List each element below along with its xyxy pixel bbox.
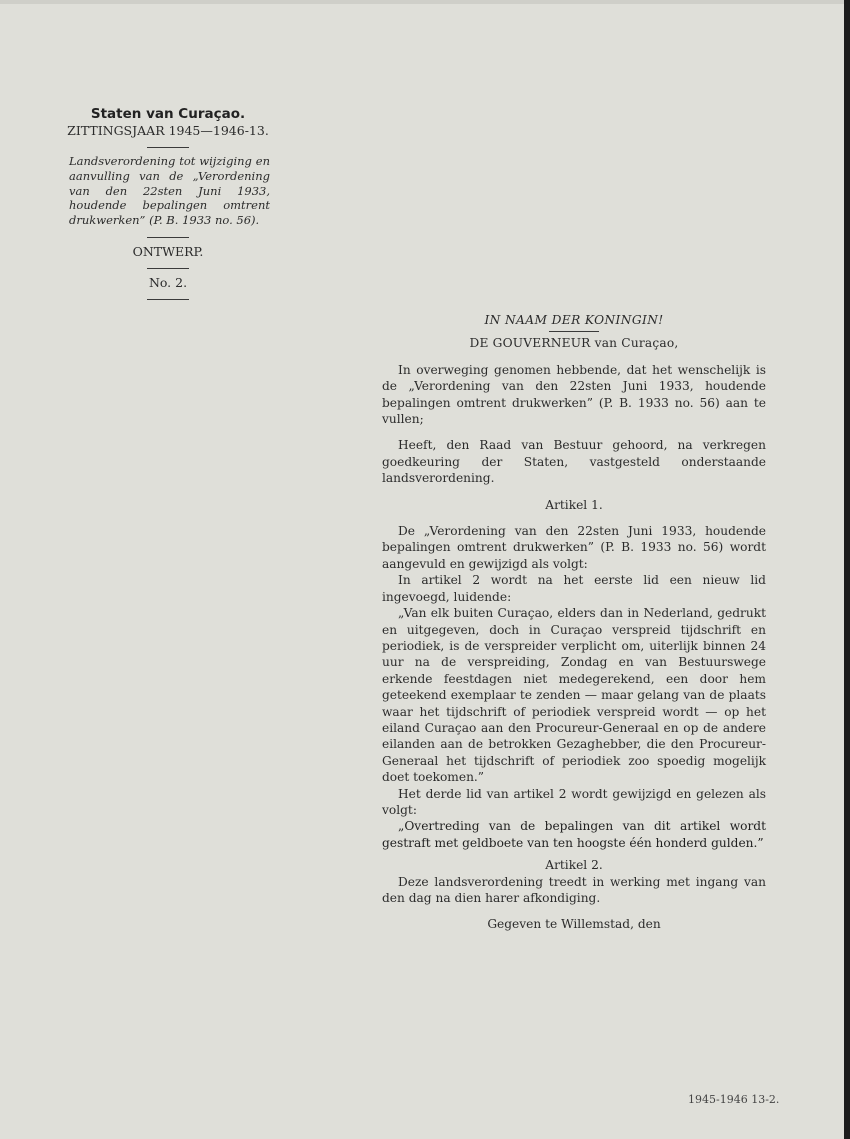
royal-heading: IN NAAM DER KONINGIN!	[484, 313, 664, 327]
parliament-title: Staten van Curaçao.	[90, 106, 246, 122]
divider	[147, 268, 189, 269]
governor-line: DE GOUVERNEUR van Curaçao,	[469, 336, 679, 351]
document-number: No. 2.	[148, 274, 188, 290]
article-1-penalty-clause: „Overtreding van de bepalingen van dit artikel wordt gestraft met geldboete van ten hoogste één honderd gulden.”	[382, 819, 766, 850]
article-1-insertion: In artikel 2 wordt na het eerste lid een nieuw lid ingevoegd, luidende:	[382, 573, 766, 604]
article-2-heading: Artikel 2.	[545, 858, 603, 873]
divider	[147, 237, 189, 238]
article-1-new-clause: „Van elk buiten Curaçao, elders dan in Nederland, gedrukt en uitgegeven, doch in Curaçao verspreid tijdschrift en periodiek, is de verspreider verplicht om, uiterlijk binnen 24 uur na de verspreiding, Zondag en van Bestuurswege erkende feestdagen niet medegerekend, een door hem geteekend exemplaar te zenden — maar gelang van de plaats waar het tijdschrift of periodiek verspreid wordt — op het eiland Curaçao aan den Procureur-Generaal en op de andere eilanden aan de betrokken Gezaghebber, die den Procureur-Generaal het tijdschrift of periodiek zoo spoedig mogelijk doet toekomen.”	[382, 606, 766, 785]
ordinance-body	[382, 312, 766, 933]
article-2-text: Deze landsverordening treedt in werking met ingang van den dag na dien harer afkondiging.	[382, 874, 766, 905]
enactment-paragraph: Heeft, den Raad van Bestuur gehoord, na verkregen goedkeuring der Staten, vastgesteld onderstaande landsverordening.	[382, 438, 766, 486]
divider	[147, 299, 189, 300]
article-1-heading: Artikel 1.	[545, 497, 603, 512]
article-1-intro: De „Verordening van den 22sten Juni 1933, houdende bepalingen omtrent drukwerken” (P. B. 1933 no. 56) wordt aangevuld en gewijzigd als volgt:	[382, 524, 766, 571]
divider	[549, 331, 599, 332]
session-year: ZITTINGSJAAR 1945—1946-13.	[67, 123, 269, 138]
document-header	[66, 106, 270, 306]
paper-top-edge	[0, 0, 850, 4]
ordinance-description: Landsverordening tot wijziging en aanvulling van de „Verordening van den 22sten Juni 1933, houdende bepalingen omtrent drukwerken” (P. B. 1933 no. 56).	[69, 154, 270, 228]
article-1-amendment: Het derde lid van artikel 2 wordt gewijzigd en gelezen als volgt:	[382, 786, 766, 817]
divider	[147, 147, 189, 148]
document-code: 1945-1946 13-2.	[688, 1093, 780, 1106]
draft-label: ONTWERP.	[132, 243, 204, 259]
scan-border	[844, 0, 850, 1139]
preamble-paragraph: In overweging genomen hebbende, dat het wenschelijk is de „Verordening van den 22sten Juni 1933, houdende bepalingen omtrent drukwerken” (P. B. 1933 no. 56) aan te vullen;	[382, 362, 766, 427]
closing-line: Gegeven te Willemstad, den	[487, 917, 661, 932]
